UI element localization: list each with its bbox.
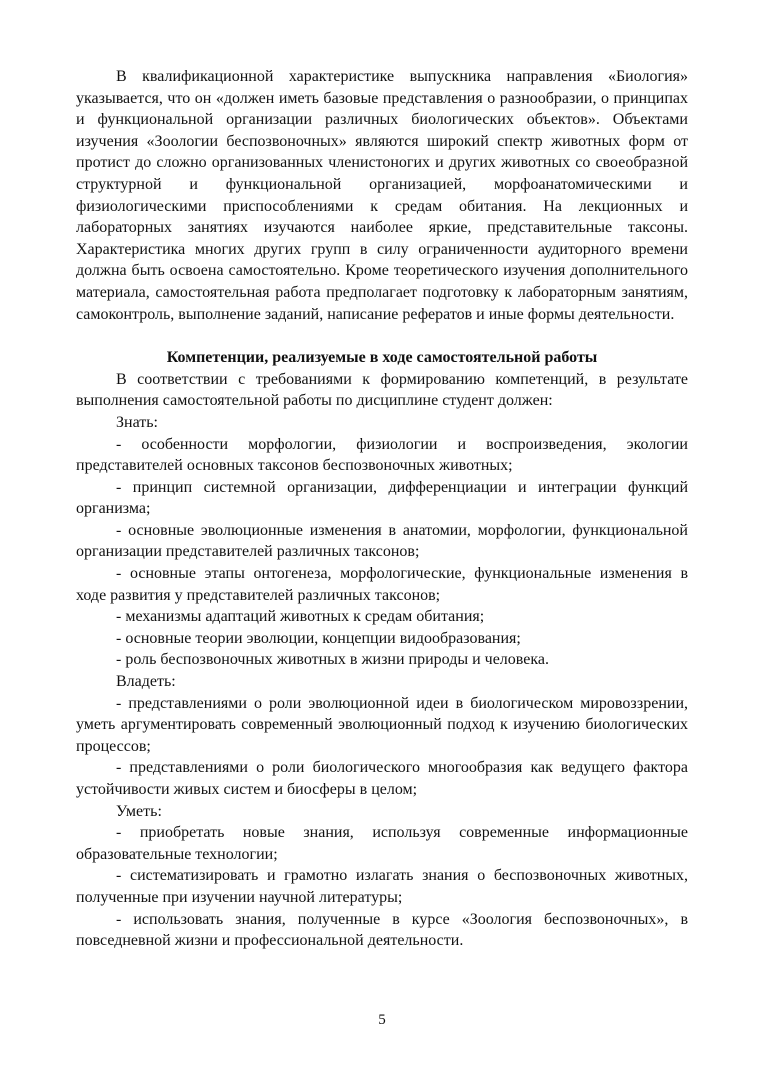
able-block <box>76 801 688 952</box>
section-intro: В соответствии с требованиями к формированию компетенций, в результате выполнения самостоятельной работы по дисциплине студент должен: <box>76 370 688 410</box>
own-label: Владеть: <box>116 673 176 691</box>
section-heading: Компетенции, реализуемые в ходе самостоятельной работы <box>166 349 598 367</box>
list-item: - использовать знания, полученные в курсе «Зоология беспозвоночных», в повседневной жизни и профессиональной деятельности. <box>76 910 688 950</box>
list-item: - приобретать новые знания, используя современные информационные образовательные технологии; <box>76 824 688 863</box>
list-item: - особенности морфологии, физиологии и воспроизведения, экологии представителей основных таксонов беспозвоночных животных; <box>76 435 688 475</box>
list-item: - представлениями о роли эволюционной идеи в биологическом мировоззрении, уметь аргументировать современный эволюционный подход к изучению биологических процессов; <box>76 694 688 755</box>
page-number: 5 <box>378 1012 386 1028</box>
document-page <box>76 66 688 952</box>
know-label: Знать: <box>116 413 158 431</box>
own-block <box>76 671 688 801</box>
list-item: - роль беспозвоночных животных в жизни природы и человека. <box>116 651 549 669</box>
list-item: - систематизировать и грамотно излагать знания о беспозвоночных животных, полученные при изучении научной литературы; <box>76 867 688 906</box>
list-item: - основные эволюционные изменения в анатомии, морфологии, функциональной организации представителей различных таксонов; <box>76 521 688 561</box>
intro-paragraph: В квалификационной характеристике выпускника направления «Биология» указывается, что он «должен иметь базовые представления о разнообразии, о принципах и функциональной организации различных биологических объектов». Объектами изучения «Зоологии беспозвоночных» являются широкий спектр животных форм от протист до сложно организованных членистоногих и других животных со своеобразной структурной и функциональной организацией, морфоанатомическими и физиологическими приспособлениями к средам обитания. На лекционных и лабораторных занятиях изучаются наиболее яркие, представительные таксоны. Характеристика многих других групп в силу ограниченности аудиторного времени должна быть освоена самостоятельно. Кроме теоретического изучения дополнительного материала, самостоятельная работа предполагает подготовку к лабораторным занятиям, самоконтроль, выполнение заданий, написание рефератов и иные формы деятельности. <box>76 68 688 323</box>
know-block <box>76 412 688 671</box>
list-item: - основные теории эволюции, концепции видообразования; <box>116 629 521 647</box>
list-item: - механизмы адаптаций животных к средам обитания; <box>116 608 485 626</box>
able-label: Уметь: <box>116 802 162 820</box>
list-item: - представлениями о роли биологического многообразия как ведущего фактора устойчивости живых систем и биосферы в целом; <box>76 759 688 798</box>
list-item: - принцип системной организации, дифференциации и интеграции функций организма; <box>76 478 688 518</box>
list-item: - основные этапы онтогенеза, морфологические, функциональные изменения в ходе развития у представителей различных таксонов; <box>76 565 688 604</box>
